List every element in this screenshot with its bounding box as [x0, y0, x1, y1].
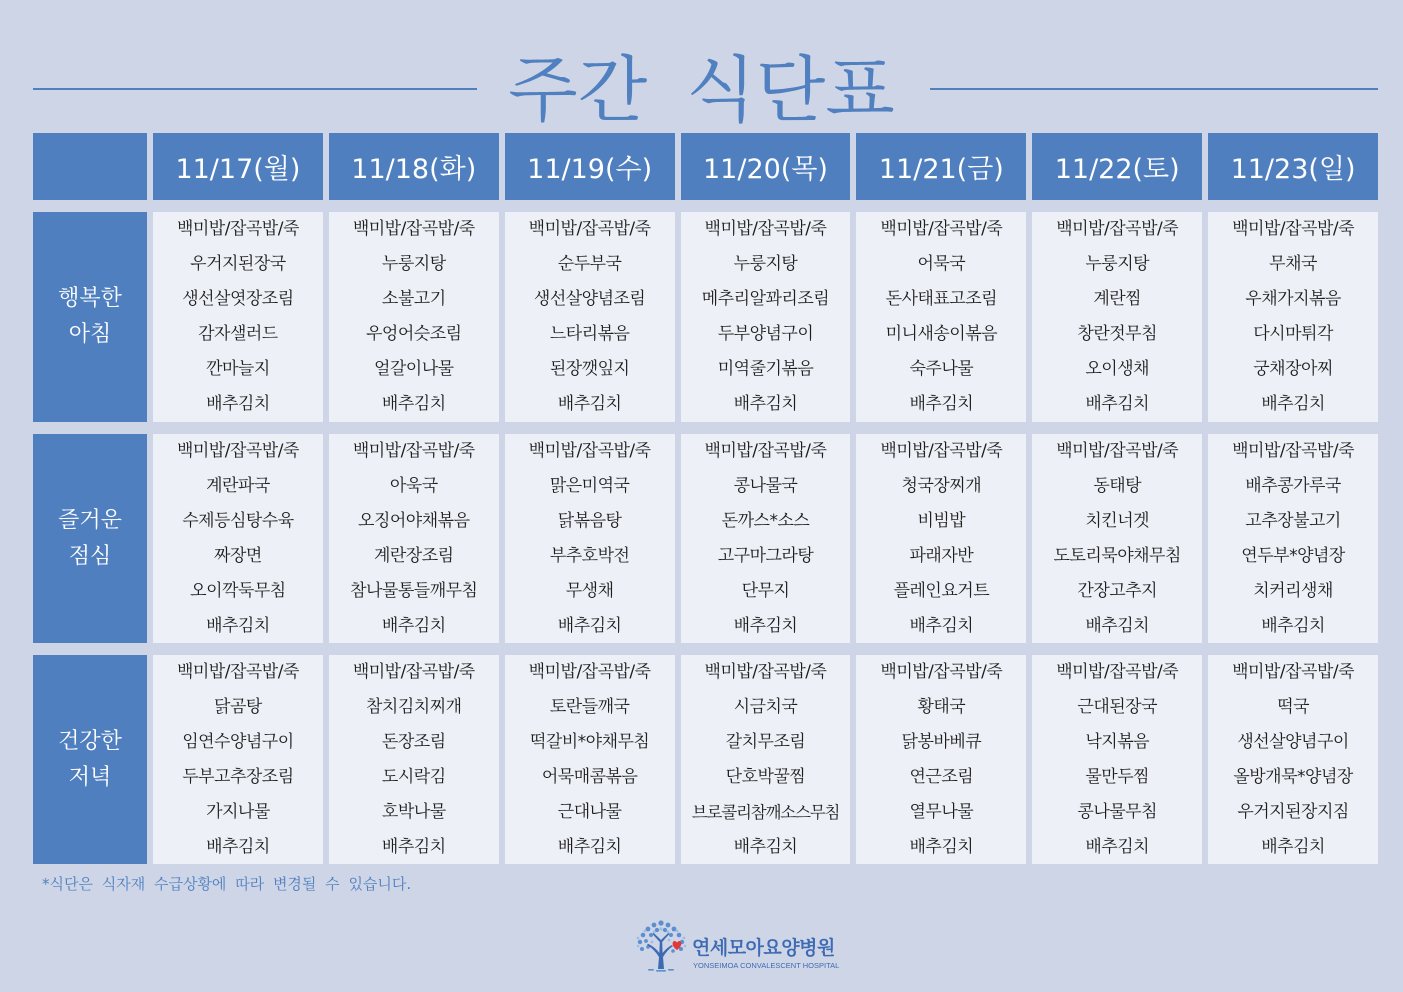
- day-header-sun: 11/23(일): [1208, 133, 1378, 200]
- menu-item: 소불고기: [381, 289, 446, 309]
- menu-item: 백미밥/잡곡밥/죽: [1232, 219, 1355, 239]
- menu-item: 배추김치: [1261, 616, 1325, 636]
- menu-item: 가지나물: [206, 802, 270, 822]
- menu-item: 물만두찜: [1085, 767, 1150, 787]
- menu-item: 배추김치: [557, 616, 622, 636]
- menu-item: 호박나물: [381, 802, 446, 822]
- menu-item: 백미밥/잡곡밥/죽: [528, 662, 651, 682]
- menu-item: 돈까스*소스: [721, 511, 810, 531]
- menu-item: 배추김치: [909, 616, 974, 636]
- menu-item: 배추김치: [1261, 837, 1325, 857]
- menu-item: 배추김치: [1261, 394, 1325, 414]
- hospital-name-english: YONSEIMOA CONVALESCENT HOSPITAL: [693, 961, 840, 970]
- menu-item: 토란들깨국: [549, 697, 630, 717]
- menu-item: 시금치국: [733, 697, 798, 717]
- menu-item: 백미밥/잡곡밥/죽: [352, 219, 475, 239]
- corner-cell: [33, 133, 147, 200]
- menu-item: 청국장찌개: [901, 476, 982, 496]
- menu-item: 창란젓무침: [1077, 324, 1158, 344]
- menu-item: 백미밥/잡곡밥/죽: [880, 441, 1003, 461]
- day-header-wed: 11/19(수): [505, 133, 675, 200]
- menu-item: 브로콜리참깨소스무침: [691, 803, 840, 822]
- breakfast-cell-wed: [505, 212, 675, 422]
- dinner-cell-wed: [505, 655, 675, 864]
- menu-item: 콩나물국: [733, 476, 798, 496]
- menu-item: 배추김치: [206, 616, 270, 636]
- menu-item: 연근조림: [909, 767, 974, 787]
- menu-item: 두부양념구이: [717, 324, 814, 344]
- menu-item: 열무나물: [909, 802, 974, 822]
- menu-item: 우거지된장국: [190, 254, 286, 274]
- dinner-cell-sat: [1032, 655, 1202, 864]
- menu-item: 궁채장아찌: [1253, 359, 1333, 379]
- menu-item: 맑은미역국: [549, 476, 630, 496]
- meal-label-line: 아침: [68, 322, 112, 347]
- lunch-cell-sun: [1208, 434, 1378, 643]
- menu-item: 단무지: [741, 581, 790, 601]
- menu-item: 된장깻잎지: [549, 359, 630, 379]
- menu-item: 낙지볶음: [1085, 732, 1150, 752]
- menu-item: 배추김치: [733, 837, 798, 857]
- menu-item: 백미밥/잡곡밥/죽: [704, 219, 827, 239]
- menu-item: 느타리볶음: [549, 324, 630, 344]
- dinner-cell-sun: [1208, 655, 1378, 864]
- menu-item: 백미밥/잡곡밥/죽: [352, 441, 475, 461]
- day-header-thu: 11/20(목): [681, 133, 851, 200]
- menu-item: 어묵매콤볶음: [541, 767, 638, 787]
- menu-item: 백미밥/잡곡밥/죽: [528, 441, 651, 461]
- tree-heart-icon: [634, 918, 688, 972]
- lunch-cell-fri: [856, 434, 1026, 643]
- menu-item: 백미밥/잡곡밥/죽: [1056, 662, 1179, 682]
- menu-item: 백미밥/잡곡밥/죽: [880, 662, 1003, 682]
- breakfast-cell-fri: [856, 212, 1026, 422]
- menu-item: 돈사태표고조림: [885, 289, 998, 309]
- meal-label-line: 저녁: [68, 764, 112, 790]
- menu-item: 백미밥/잡곡밥/죽: [176, 662, 299, 682]
- meal-label-dinner: [33, 655, 147, 864]
- menu-item: 계란찜: [1093, 289, 1142, 309]
- menu-item: 누룽지탕: [381, 254, 446, 274]
- menu-item: 배추김치: [1085, 837, 1150, 857]
- menu-item: 배추김치: [557, 394, 622, 414]
- dinner-cell-tue: [329, 655, 499, 864]
- menu-item: 닭봉바베큐: [901, 732, 982, 752]
- menu-item: 배추김치: [909, 837, 974, 857]
- dinner-cell-fri: [856, 655, 1026, 864]
- menu-item: 백미밥/잡곡밥/죽: [176, 219, 299, 239]
- menu-item: 우거지된장지짐: [1237, 802, 1349, 822]
- menu-item: 미니새송이볶음: [885, 324, 998, 344]
- menu-item: 짜장면: [214, 546, 262, 566]
- menu-item: 도토리묵야채무침: [1053, 546, 1181, 566]
- menu-item: 배추김치: [381, 394, 446, 414]
- menu-item: 배추김치: [206, 837, 270, 857]
- menu-item: 백미밥/잡곡밥/죽: [1056, 441, 1179, 461]
- menu-item: 생선살양념구이: [1237, 732, 1349, 752]
- menu-item: 백미밥/잡곡밥/죽: [176, 441, 299, 461]
- meal-label-breakfast: [33, 212, 147, 422]
- menu-change-note: *식단은 식자재 수급상황에 따라 변경될 수 있습니다.: [42, 875, 412, 893]
- menu-item: 계란파국: [206, 476, 270, 496]
- menu-item: 황태국: [917, 697, 966, 717]
- weekly-menu-table: [33, 133, 1378, 864]
- menu-item: 참나물통들깨무침: [350, 581, 478, 601]
- menu-item: 고구마그라탕: [717, 546, 814, 566]
- menu-item: 배추김치: [733, 616, 798, 636]
- menu-item: 동태탕: [1093, 476, 1142, 496]
- menu-item: 임연수양념구이: [182, 732, 294, 752]
- menu-item: 백미밥/잡곡밥/죽: [1232, 441, 1355, 461]
- menu-item: 근대나물: [557, 802, 622, 822]
- menu-item: 배추김치: [909, 394, 974, 414]
- dinner-cell-thu: [681, 655, 851, 864]
- menu-item: 올방개묵*양념장: [1233, 767, 1353, 787]
- menu-item: 백미밥/잡곡밥/죽: [704, 662, 827, 682]
- menu-item: 비빔밥: [917, 511, 966, 531]
- menu-item: 아욱국: [389, 476, 438, 496]
- menu-item: 누룽지탕: [1085, 254, 1150, 274]
- menu-item: 참치김치찌개: [366, 697, 462, 717]
- menu-item: 배추김치: [381, 837, 446, 857]
- menu-item: 배추김치: [206, 394, 270, 414]
- menu-item: 두부고추장조림: [182, 767, 294, 787]
- menu-item: 치킨너겟: [1085, 511, 1150, 531]
- menu-item: 배추김치: [557, 837, 622, 857]
- menu-item: 무생채: [565, 581, 614, 601]
- menu-item: 무채국: [1269, 254, 1317, 274]
- menu-item: 간장고추지: [1077, 581, 1158, 601]
- breakfast-cell-thu: [681, 212, 851, 422]
- menu-item: 생선살양념조림: [533, 289, 646, 309]
- day-header-fri: 11/21(금): [856, 133, 1026, 200]
- menu-item: 닭곰탕: [214, 697, 262, 717]
- breakfast-cell-tue: [329, 212, 499, 422]
- menu-item: 치커리생채: [1253, 581, 1333, 601]
- menu-item: 수제등심탕수육: [182, 511, 294, 531]
- day-header-mon: 11/17(월): [153, 133, 323, 200]
- menu-item: 생선살엿장조림: [182, 289, 294, 309]
- hospital-name: 연세모아요양병원: [692, 937, 835, 959]
- page-title: 주간 식단표: [508, 48, 895, 132]
- day-header-tue: 11/18(화): [329, 133, 499, 200]
- menu-item: 배추김치: [1085, 394, 1150, 414]
- menu-item: 누룽지탕: [733, 254, 798, 274]
- menu-item: 깐마늘지: [206, 359, 270, 379]
- menu-item: 어묵국: [917, 254, 966, 274]
- hospital-logo: [634, 918, 854, 974]
- lunch-cell-wed: [505, 434, 675, 643]
- day-header-sat: 11/22(토): [1032, 133, 1202, 200]
- menu-item: 백미밥/잡곡밥/죽: [352, 662, 475, 682]
- menu-item: 오이깍둑무침: [190, 581, 286, 601]
- menu-item: 연두부*양념장: [1241, 546, 1345, 566]
- menu-item: 떡갈비*야채무침: [529, 732, 650, 752]
- menu-item: 배추콩가루국: [1245, 476, 1341, 496]
- meal-label-line: 행복한: [58, 286, 122, 311]
- menu-item: 배추김치: [733, 394, 798, 414]
- lunch-cell-sat: [1032, 434, 1202, 643]
- menu-item: 떡국: [1277, 697, 1309, 717]
- menu-item: 파래자반: [909, 546, 974, 566]
- menu-item: 계란장조림: [373, 546, 454, 566]
- menu-item: 돈장조림: [381, 732, 446, 752]
- meal-label-lunch: [33, 434, 147, 643]
- lunch-cell-tue: [329, 434, 499, 643]
- menu-item: 백미밥/잡곡밥/죽: [1056, 219, 1179, 239]
- menu-item: 감자샐러드: [198, 324, 278, 344]
- menu-item: 다시마튀각: [1253, 324, 1333, 344]
- meal-label-line: 건강한: [58, 728, 122, 754]
- menu-item: 배추김치: [381, 616, 446, 636]
- dinner-cell-mon: [153, 655, 323, 864]
- menu-item: 순두부국: [557, 254, 622, 274]
- lunch-cell-mon: [153, 434, 323, 643]
- menu-item: 백미밥/잡곡밥/죽: [704, 441, 827, 461]
- menu-item: 부추호박전: [549, 546, 630, 566]
- menu-item: 백미밥/잡곡밥/죽: [528, 219, 651, 239]
- menu-item: 백미밥/잡곡밥/죽: [880, 219, 1003, 239]
- menu-item: 배추김치: [1085, 616, 1150, 636]
- menu-item: 우엉어슷조림: [366, 324, 462, 344]
- menu-item: 플레인요거트: [893, 581, 990, 601]
- meal-label-line: 즐거운: [58, 507, 122, 533]
- menu-item: 닭볶음탕: [557, 511, 622, 531]
- meal-label-line: 점심: [68, 543, 112, 569]
- menu-item: 도시락김: [381, 767, 446, 787]
- menu-item: 콩나물무침: [1077, 802, 1158, 822]
- breakfast-cell-sun: [1208, 212, 1378, 422]
- menu-item: 오징어야채볶음: [358, 511, 470, 531]
- lunch-cell-thu: [681, 434, 851, 643]
- menu-item: 백미밥/잡곡밥/죽: [1232, 662, 1355, 682]
- breakfast-cell-sat: [1032, 212, 1202, 422]
- menu-item: 고추장불고기: [1245, 511, 1341, 531]
- menu-item: 근대된장국: [1077, 697, 1158, 717]
- menu-item: 미역줄기볶음: [717, 359, 814, 379]
- menu-item: 단호박꿀찜: [725, 767, 806, 787]
- menu-item: 오이생채: [1085, 359, 1150, 379]
- menu-item: 갈치무조림: [725, 732, 806, 752]
- menu-item: 얼갈이나물: [373, 359, 454, 379]
- menu-item: 우채가지볶음: [1245, 289, 1341, 309]
- breakfast-cell-mon: [153, 212, 323, 422]
- menu-item: 숙주나물: [909, 359, 974, 379]
- menu-item: 메추리알꽈리조림: [701, 289, 830, 309]
